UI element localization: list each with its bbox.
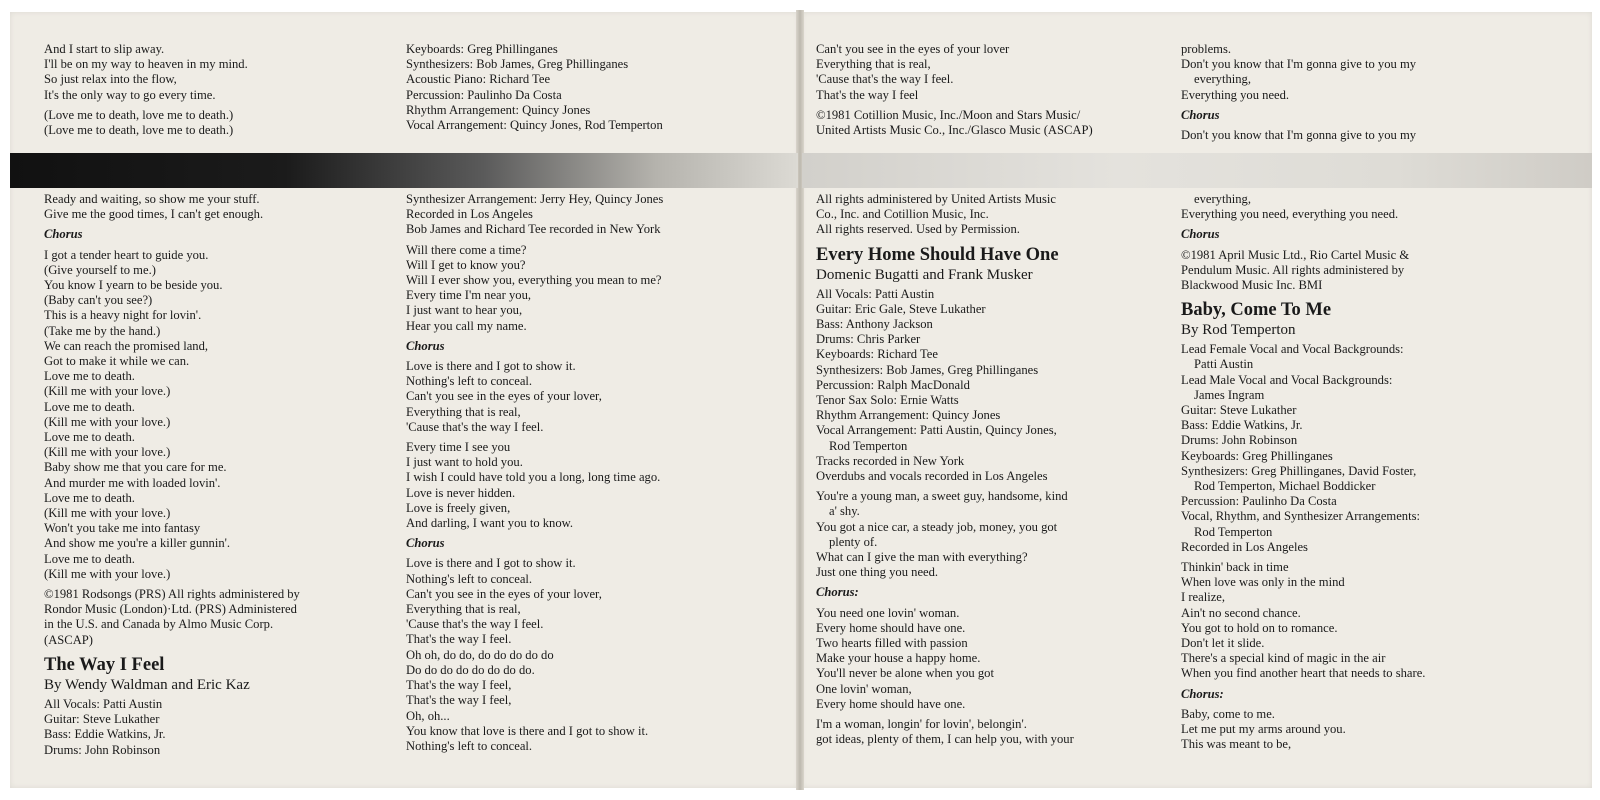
lyric-line: Give me the good times, I can't get enough.	[44, 207, 264, 222]
credit-line: Bob James and Richard Tee recorded in New York	[406, 222, 661, 237]
lyric-line: You're a young man, a sweet guy, handsome, kind	[816, 489, 1068, 504]
song-title: The Way I Feel	[44, 654, 165, 675]
lyric-line: everything,	[1194, 192, 1252, 206]
credit-line: Guitar: Steve Lukather	[1181, 403, 1297, 418]
lyric-line: Thinkin' back in time	[1181, 560, 1289, 575]
credit-line: Percussion: Ralph MacDonald	[816, 377, 970, 392]
lyric-line: I just want to hear you,	[406, 303, 523, 318]
lyric-line: Baby show me that you care for me.	[44, 460, 227, 475]
lyric-line: (Kill me with your love.)	[44, 445, 171, 460]
credit-line: Percussion: Paulinho Da Costa	[1181, 494, 1337, 509]
lyric-line: Everything you need.	[1181, 87, 1290, 102]
lyric-line: 'Cause that's the way I feel.	[406, 419, 544, 434]
credit-line: Acoustic Piano: Richard Tee	[406, 72, 551, 87]
credit-line: Vocal Arrangement: Patti Austin, Quincy Jones,	[816, 423, 1057, 438]
lyric-line: Hear you call my name.	[406, 318, 527, 333]
song-title: Every Home Should Have One	[816, 244, 1059, 265]
lyrics-column-3-top	[816, 42, 1093, 138]
copyright-line: Co., Inc. and Cotillion Music, Inc.	[816, 207, 989, 222]
lyric-line: Will there come a time?	[406, 242, 527, 257]
credit-line: Recorded in Los Angeles	[1181, 539, 1308, 554]
credit-line: Synthesizer Arrangement: Jerry Hey, Quincy Jones	[406, 192, 664, 206]
chorus-label: Chorus	[406, 338, 445, 353]
lyric-line: Will I get to know you?	[406, 257, 526, 272]
lyric-line: This is a heavy night for lovin'.	[44, 308, 202, 323]
lyric-line: Love me to death.	[44, 369, 135, 384]
credit-line: Percussion: Paulinho Da Costa	[406, 87, 562, 102]
credit-line: Bass: Eddie Watkins, Jr.	[44, 727, 166, 742]
lyric-line: Everything that is real,	[816, 57, 931, 72]
lyric-line: I realize,	[1181, 590, 1226, 605]
lyric-line: (Kill me with your love.)	[44, 384, 171, 399]
lyric-line: Oh, oh...	[406, 708, 450, 723]
lyric-line: I'm a woman, longin' for lovin', belongin'.	[816, 717, 1027, 732]
lyric-line: Ain't no second chance.	[1181, 605, 1301, 620]
lyric-line: When love was only in the mind	[1181, 575, 1345, 590]
lyric-line: Everything that is real,	[406, 404, 521, 419]
lyrics-column-3-bottom	[816, 192, 1074, 748]
lyric-line: You'll never be alone when you got	[816, 666, 994, 681]
booklet-spine	[796, 10, 804, 790]
credit-line: Guitar: Steve Lukather	[44, 712, 160, 727]
credit-line: Drums: John Robinson	[44, 742, 161, 757]
credit-line: Synthesizers: Greg Phillinganes, David Foster,	[1181, 463, 1417, 478]
copyright-line: All rights administered by United Artists Music	[816, 192, 1056, 206]
lyric-line: And show me you're a killer gunnin'.	[44, 536, 231, 551]
lyric-line: Two hearts filled with passion	[816, 636, 968, 651]
lyric-line: (Baby can't you see?)	[44, 293, 153, 308]
lyric-line: Can't you see in the eyes of your lover,	[406, 586, 602, 601]
lyric-line: Oh oh, do do, do do do do do	[406, 647, 554, 662]
credit-line: All Vocals: Patti Austin	[44, 696, 163, 711]
credit-line: Drums: John Robinson	[1181, 433, 1298, 448]
lyric-line: Love me to death.	[44, 430, 135, 445]
credit-line: Keyboards: Richard Tee	[816, 347, 938, 362]
credit-line: Tracks recorded in New York	[816, 453, 965, 468]
copyright-line: in the U.S. and Canada by Almo Music Corp.	[44, 617, 274, 632]
lyric-line: (Love me to death, love me to death.)	[44, 123, 234, 138]
lyric-line: Will I ever show you, everything you mean to me?	[406, 273, 662, 288]
credit-line: Keyboards: Greg Phillinganes	[1181, 448, 1333, 463]
lyric-line: Do do do do do do do do.	[406, 662, 535, 677]
lyric-line: Make your house a happy home.	[816, 651, 981, 666]
song-title: Baby, Come To Me	[1181, 300, 1332, 321]
lyric-line: You know that love is there and I got to show it.	[406, 723, 649, 738]
credit-line: Rod Temperton	[1194, 524, 1273, 539]
lyric-line: You got a nice car, a steady job, money, you got	[816, 519, 1058, 534]
credit-line: Patti Austin	[1194, 357, 1254, 372]
credit-line: Tenor Sax Solo: Ernie Watts	[816, 393, 959, 408]
lyrics-column-4-top	[1181, 42, 1416, 143]
lyric-line: Love is there and I got to show it.	[406, 359, 576, 374]
lyric-line: plenty of.	[829, 534, 878, 549]
lyric-line: And murder me with loaded lovin'.	[44, 475, 221, 490]
lyrics-column-2-bottom	[406, 192, 663, 754]
lyric-line: (Kill me with your love.)	[44, 566, 171, 581]
lyric-line: Love me to death.	[44, 399, 135, 414]
lyric-line: There's a special kind of magic in the air	[1181, 651, 1386, 666]
lyric-line: Nothing's left to conceal.	[406, 738, 533, 753]
lyric-line: Don't you know that I'm gonna give to you my	[1181, 128, 1417, 143]
lyric-line: That's the way I feel,	[406, 693, 512, 708]
lyric-line: Love is there and I got to show it.	[406, 556, 576, 571]
lyric-line: Every home should have one.	[816, 620, 966, 635]
chorus-label: Chorus	[1181, 107, 1220, 122]
credit-line: Synthesizers: Bob James, Greg Phillinganes	[816, 362, 1039, 377]
lyric-line: (Kill me with your love.)	[44, 506, 171, 521]
credit-line: Synthesizers: Bob James, Greg Phillinganes	[406, 57, 629, 72]
lyric-line: You know I yearn to be beside you.	[44, 278, 223, 293]
lyric-line: It's the only way to go every time.	[44, 87, 216, 102]
credit-line: Bass: Anthony Jackson	[816, 317, 933, 332]
lyric-line: Every home should have one.	[816, 696, 966, 711]
chorus-label: Chorus	[44, 227, 83, 242]
credit-line: Lead Female Vocal and Vocal Backgrounds:	[1181, 342, 1404, 357]
credit-line: Vocal, Rhythm, and Synthesizer Arrangements:	[1181, 509, 1421, 524]
chorus-label: Chorus:	[1181, 686, 1224, 701]
copyright-line: ©1981 Rodsongs (PRS) All rights administered by	[44, 587, 300, 602]
credit-line: James Ingram	[1194, 387, 1265, 402]
credit-line: Vocal Arrangement: Quincy Jones, Rod Temperton	[406, 118, 663, 133]
lyric-line: I just want to hold you.	[406, 455, 523, 470]
song-authors: Domenic Bugatti and Frank Musker	[816, 266, 1033, 283]
lyric-line: One lovin' woman,	[816, 681, 912, 696]
copyright-line: Pendulum Music. All rights administered by	[1181, 262, 1405, 277]
credits-column-2-top	[406, 42, 663, 133]
credit-line: Rod Temperton	[829, 438, 908, 453]
lyric-line: Nothing's left to conceal.	[406, 374, 533, 389]
credit-line: Lead Male Vocal and Vocal Backgrounds:	[1181, 372, 1393, 387]
lyric-line: Nothing's left to conceal.	[406, 571, 533, 586]
lyric-line: Every time I see you	[406, 440, 511, 455]
credit-line: Recorded in Los Angeles	[406, 207, 533, 222]
lyrics-column-1-bottom	[44, 192, 300, 758]
lyric-line: Got to make it while we can.	[44, 354, 190, 369]
scan-band-right	[802, 153, 1592, 188]
lyrics-column-1-top	[44, 42, 248, 138]
lyric-line: This was meant to be,	[1181, 737, 1292, 752]
lyric-line: That's the way I feel	[816, 87, 919, 102]
credit-line: Rhythm Arrangement: Quincy Jones	[406, 102, 591, 117]
copyright-line: (ASCAP)	[44, 632, 93, 647]
chorus-label: Chorus	[1181, 227, 1220, 242]
copyright-line: ©1981 Cotillion Music, Inc./Moon and Stars Music/	[816, 107, 1081, 122]
lyric-line: everything,	[1194, 72, 1252, 87]
lyric-line: Won't you take me into fantasy	[44, 521, 201, 536]
credit-line: Rod Temperton, Michael Boddicker	[1194, 479, 1376, 494]
copyright-line: Rondor Music (London)·Ltd. (PRS) Administered	[44, 602, 297, 617]
lyric-line: So just relax into the flow,	[44, 72, 177, 87]
lyric-line: And I start to slip away.	[44, 42, 165, 56]
lyric-line: Ready and waiting, so show me your stuff.	[44, 192, 260, 206]
credit-line: Keyboards: Greg Phillinganes	[406, 42, 558, 56]
credit-line: All Vocals: Patti Austin	[816, 286, 935, 301]
lyric-line: What can I give the man with everything?	[816, 550, 1028, 565]
credit-line: Bass: Eddie Watkins, Jr.	[1181, 418, 1303, 433]
lyric-line: Just one thing you need.	[816, 565, 939, 580]
lyric-line: Don't let it slide.	[1181, 636, 1265, 651]
lyric-line: You got to hold on to romance.	[1181, 620, 1338, 635]
lyric-line: You need one lovin' woman.	[816, 605, 960, 620]
lyric-line: When you find another heart that needs to share.	[1181, 666, 1426, 681]
lyric-line: a' shy.	[829, 504, 860, 519]
chorus-label: Chorus	[406, 536, 445, 551]
lyric-line: (Give yourself to me.)	[44, 262, 156, 277]
lyric-line: (Love me to death, love me to death.)	[44, 107, 234, 122]
credit-line: Drums: Chris Parker	[816, 332, 921, 347]
credit-line: Guitar: Eric Gale, Steve Lukather	[816, 301, 986, 316]
lyric-line: 'Cause that's the way I feel.	[816, 72, 954, 87]
copyright-line: ©1981 April Music Ltd., Rio Cartel Music &	[1181, 247, 1410, 262]
lyric-line: And darling, I want you to know.	[406, 516, 574, 531]
lyrics-column-4-bottom	[1181, 192, 1425, 753]
lyric-line: I got a tender heart to guide you.	[44, 247, 209, 262]
lyric-line: Love is freely given,	[406, 500, 511, 515]
lyric-line: Don't you know that I'm gonna give to you my	[1181, 57, 1417, 72]
credit-line: Rhythm Arrangement: Quincy Jones	[816, 408, 1001, 423]
lyric-line: Can't you see in the eyes of your lover,	[406, 389, 602, 404]
lyric-line: 'Cause that's the way I feel.	[406, 617, 544, 632]
lyric-line: That's the way I feel.	[406, 632, 512, 647]
song-authors: By Rod Temperton	[1181, 322, 1296, 339]
lyric-line: problems.	[1181, 42, 1232, 56]
lyric-line: Everything that is real,	[406, 602, 521, 617]
lyric-line: Everything you need, everything you need.	[1181, 207, 1399, 222]
lyric-line: Baby, come to me.	[1181, 706, 1275, 721]
lyric-line: Every time I'm near you,	[406, 288, 532, 303]
lyric-line: (Kill me with your love.)	[44, 414, 171, 429]
lyric-line: Let me put my arms around you.	[1181, 722, 1346, 737]
lyric-line: Love me to death.	[44, 551, 135, 566]
lyric-line: Love is never hidden.	[406, 485, 516, 500]
scan-band-left	[10, 153, 798, 188]
credit-line: Overdubs and vocals recorded in Los Angeles	[816, 469, 1048, 484]
lyric-line: got ideas, plenty of them, I can help you, with your	[816, 732, 1074, 747]
copyright-line: Blackwood Music Inc. BMI	[1181, 278, 1323, 293]
lyric-line: Can't you see in the eyes of your lover	[816, 42, 1010, 56]
copyright-line: All rights reserved. Used by Permission.	[816, 222, 1020, 237]
lyric-line: I wish I could have told you a long, long time ago.	[406, 470, 661, 485]
lyric-line: (Take me by the hand.)	[44, 323, 161, 338]
lyric-line: That's the way I feel,	[406, 678, 512, 693]
lyric-line: I'll be on my way to heaven in my mind.	[44, 57, 248, 72]
lyric-line: Love me to death.	[44, 490, 135, 505]
song-authors: By Wendy Waldman and Eric Kaz	[44, 676, 250, 693]
lyric-line: We can reach the promised land,	[44, 338, 209, 353]
chorus-label: Chorus:	[816, 585, 859, 600]
copyright-line: United Artists Music Co., Inc./Glasco Music (ASCAP)	[816, 123, 1093, 138]
